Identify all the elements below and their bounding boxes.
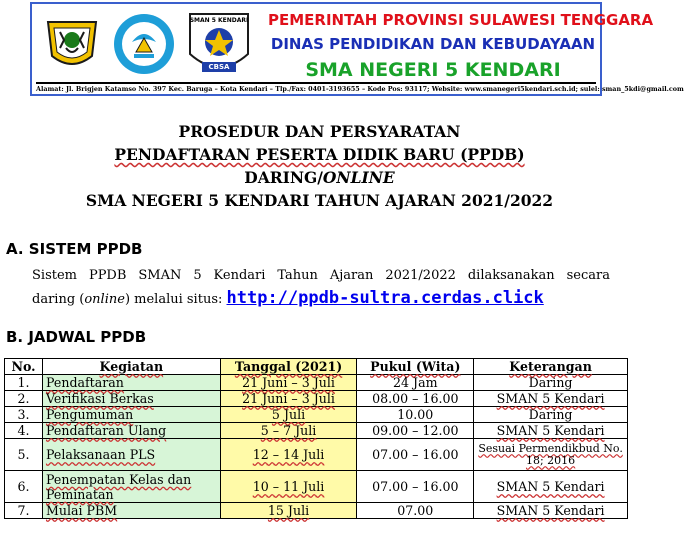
cell-kegiatan	[42, 375, 220, 391]
cell-kegiatan-text: Pendaftaran	[45, 375, 124, 390]
cell-kegiatan-text: Pendaftaran Ulang	[45, 423, 167, 438]
cell-kegiatan-text: Mulai PBM	[45, 503, 118, 518]
cell-pukul: 24 Jam	[357, 375, 474, 391]
table-row	[5, 439, 628, 471]
title-line-2	[0, 143, 639, 166]
letterhead-line-province: PEMERINTAH PROVINSI SULAWESI TENGGARA	[268, 11, 654, 29]
cell-pukul: 09.00 – 12.00	[357, 423, 474, 439]
cell-tanggal-text: 10 – 11 Juli	[252, 479, 325, 494]
cell-kegiatan-text: Verifikasi Berkas	[45, 391, 154, 406]
cell-pukul: 07.00 – 16.00	[357, 471, 474, 503]
cell-keterangan-text: SMAN 5 Kendari	[496, 423, 605, 438]
school-logo-top-text: SMAN 5 KENDARI	[189, 17, 249, 24]
cell-keterangan	[474, 471, 628, 503]
cell-tanggal-text: 12 – 14 Juli	[252, 447, 325, 462]
ppdb-website-link[interactable]: http://ppdb-sultra.cerdas.click	[226, 288, 544, 308]
table-row	[5, 391, 628, 407]
cell-keterangan	[474, 423, 628, 439]
cell-tanggal-text: 15 Juli	[267, 503, 310, 518]
section-a-text-daring: daring (	[32, 292, 85, 307]
cell-no: 6.	[5, 471, 43, 503]
header-pukul	[357, 359, 474, 375]
cell-kegiatan-text: Pelaksanaan PLS	[45, 447, 156, 462]
cell-keterangan-text: SMAN 5 Kendari	[496, 503, 605, 518]
cell-kegiatan	[42, 471, 220, 503]
header-kegiatan-text: Kegiatan	[99, 359, 164, 374]
letterhead-text	[268, 10, 654, 82]
cell-keterangan-text: SMAN 5 Kendari	[496, 479, 605, 494]
cell-keterangan: Daring	[474, 375, 628, 391]
cell-no: 3.	[5, 407, 43, 423]
cell-pukul: 07.00 – 16.00	[357, 439, 474, 471]
cell-pukul: 07.00	[357, 503, 474, 519]
title-line-1: PROSEDUR DAN PERSYARATAN	[178, 122, 461, 141]
cell-tanggal	[220, 503, 357, 519]
cell-kegiatan	[42, 439, 220, 471]
cell-keterangan	[474, 391, 628, 407]
cell-tanggal-text: 21 Juni – 3 Juli	[242, 391, 335, 406]
title-line-3	[0, 166, 639, 189]
cell-no: 5.	[5, 439, 43, 471]
section-a-text-situs: ) melalui situs:	[124, 292, 227, 307]
cell-no: 2.	[5, 391, 43, 407]
cell-kegiatan-text: Penempatan Kelas dan Peminatan	[45, 471, 192, 502]
header-no: No.	[5, 359, 43, 375]
cell-kegiatan-text: Pengumuman	[45, 407, 134, 422]
header-kegiatan	[42, 359, 220, 375]
cell-no: 4.	[5, 423, 43, 439]
title-line-3-daring: DARING/	[244, 168, 323, 187]
section-a-text-online: online	[84, 292, 125, 307]
table-header-row	[5, 359, 628, 375]
table-row	[5, 423, 628, 439]
title-line-3-online: ONLINE	[322, 168, 395, 187]
cell-tanggal-text: 5 – 7 Juli	[260, 423, 317, 438]
cell-tanggal	[220, 439, 357, 471]
letterhead-line-school: SMA NEGERI 5 KENDARI	[305, 59, 561, 81]
cell-keterangan: Daring	[474, 407, 628, 423]
cell-kegiatan	[42, 407, 220, 423]
cell-tanggal-text: 5 Juli	[271, 407, 306, 422]
title-line-4: SMA NEGERI 5 KENDARI TAHUN AJARAN 2021/2022	[85, 191, 554, 210]
cell-no: 1.	[5, 375, 43, 391]
letterhead-address: Alamat: Jl. Brigjen Katamso No. 397 Kec. Baruga – Kota Kendari – Tlp./Fax: 0401-3193655 – Kode Pos: 93117; Website: www.smanegeri5kendari.sch.id; sulel: sman_5kdi@gmail.com	[36, 82, 596, 94]
cell-kegiatan	[42, 391, 220, 407]
section-a-paragraph	[32, 266, 610, 310]
cell-tanggal	[220, 375, 357, 391]
cell-tanggal	[220, 407, 357, 423]
title-line-2-text: PENDAFTARAN PESERTA DIDIK BARU (PPDB)	[114, 145, 525, 164]
cell-keterangan	[474, 503, 628, 519]
header-tanggal-text: Tanggal (2021)	[234, 359, 343, 374]
province-emblem-logo	[40, 12, 104, 76]
header-tanggal	[220, 359, 357, 375]
letterhead	[30, 2, 684, 96]
cell-tanggal-text: 21 Juni – 3 Juli	[242, 375, 335, 390]
tut-wuri-handayani-logo	[112, 12, 176, 76]
cell-pukul: 10.00	[357, 407, 474, 423]
table-row	[5, 503, 628, 519]
cell-keterangan-text: Sesuai Permendikbud No. 18; 2016	[478, 441, 623, 467]
header-keterangan-text: Keterangan	[509, 359, 592, 374]
section-a-heading: A. SISTEM PPDB	[6, 240, 143, 258]
school-logo-bottom-text: CBSA	[208, 63, 230, 71]
cell-keterangan	[474, 439, 628, 471]
letterhead-line-department: DINAS PENDIDIKAN DAN KEBUDAYAAN	[270, 35, 596, 53]
document-title	[0, 120, 639, 212]
section-a-line-2	[32, 288, 610, 310]
section-b-heading: B. JADWAL PPDB	[6, 328, 147, 346]
cell-keterangan-text: SMAN 5 Kendari	[496, 391, 605, 406]
schedule-table	[4, 358, 628, 519]
table-row	[5, 471, 628, 503]
cell-kegiatan	[42, 503, 220, 519]
table-row	[5, 407, 628, 423]
cell-kegiatan	[42, 423, 220, 439]
cell-tanggal	[220, 391, 357, 407]
cell-tanggal	[220, 423, 357, 439]
table-row	[5, 375, 628, 391]
header-pukul-text: Pukul (Wita)	[370, 359, 461, 374]
header-keterangan	[474, 359, 628, 375]
section-a-line-1: Sistem PPDB SMAN 5 Kendari Tahun Ajaran 2021/2022 dilaksanakan secara	[32, 268, 610, 283]
cell-pukul: 08.00 – 16.00	[357, 391, 474, 407]
school-logo	[184, 10, 254, 80]
cell-tanggal	[220, 471, 357, 503]
cell-no: 7.	[5, 503, 43, 519]
